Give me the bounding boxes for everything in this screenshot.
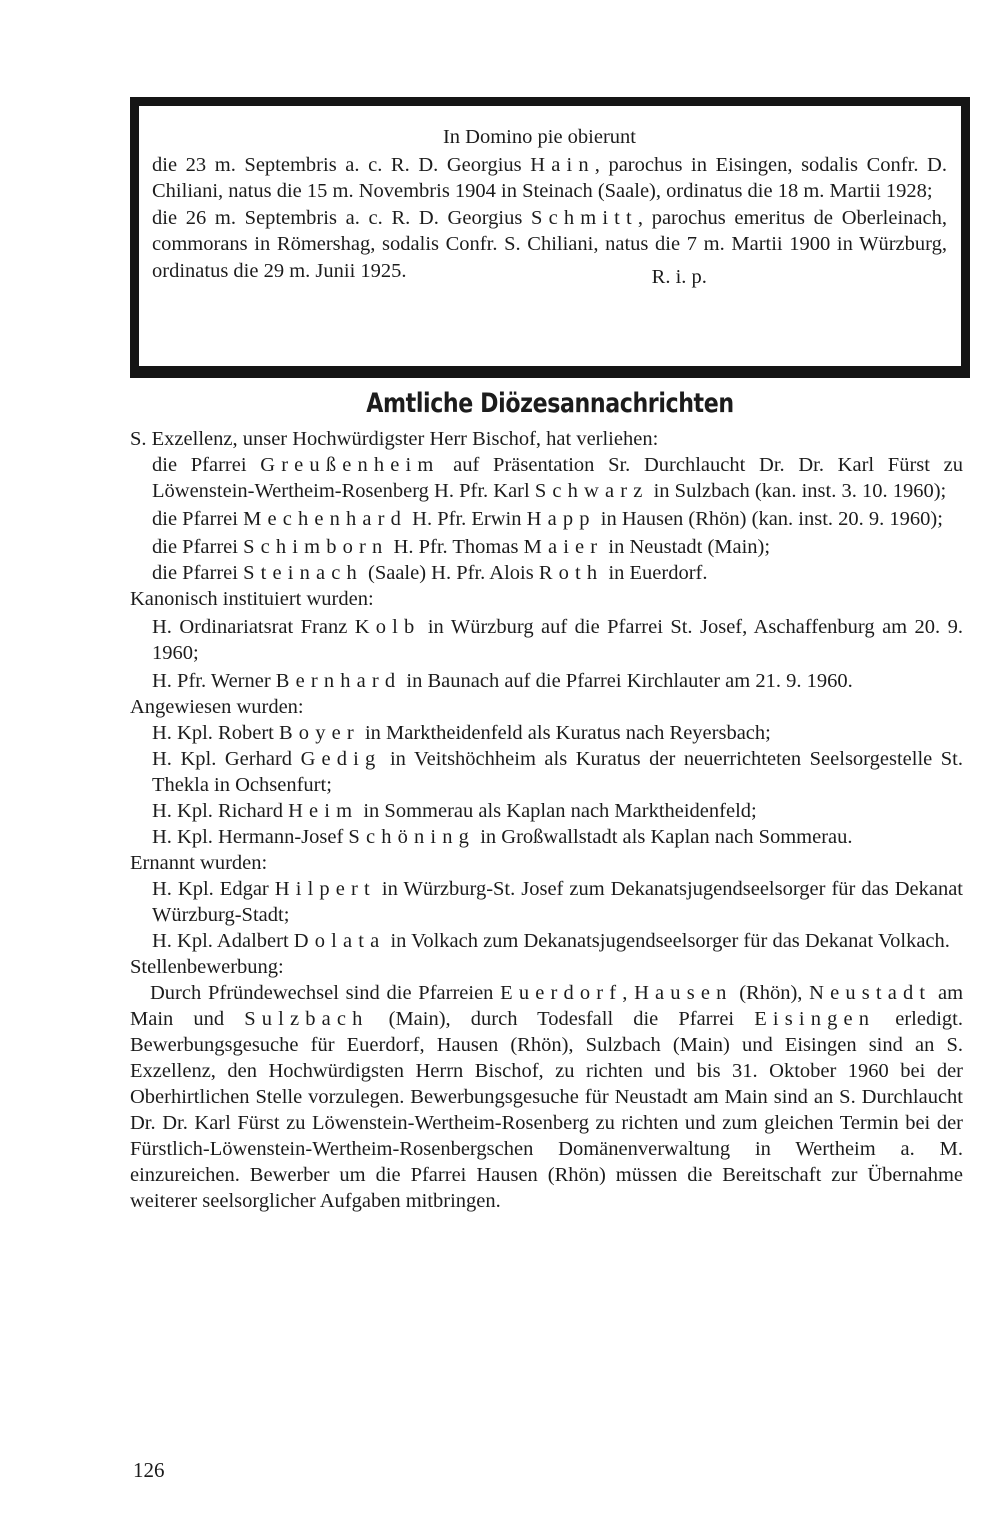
appointed-item: H. Kpl. Edgar Hilpert in Würzburg-St. Josef zum Dekanatsjugendseelsorger für das Dekanat Würzburg-Stadt;	[152, 878, 963, 926]
applications-text: Durch Pfründewechsel sind die Pfarreien Euerdorf, Hausen (Rhön), Neustadt am Main und Sulzbach (Main), durch Todesfall die Pfarrei Eisingen erledigt. Bewerbungsgesuche für Euerdorf, Hausen (Rhön), Sulzbach (Main) und Eisingen sind an S. Exzellenz, den Hochwürdigsten Herrn Bischof, zu richten und bis 31. Oktober 1960 bei der Oberhirtlichen Stelle vorzulegen. Bewerbungsgesuche für Neustadt am Main sind an S. Durchlaucht Dr. Dr. Karl Fürst zu Löwenstein-Wertheim-Rosenberg zu richten und zum gleichen Termin bei der Fürstlich-Löwenstein-Wertheim-Rosenbergschen Domänenverwaltung in Wertheim a. M. einzureichen. Bewerber um die Pfarrei Hausen (Rhön) müssen die Bereitschaft zur Übernahme weiterer seelsorglicher Aufgaben mitbringen.	[130, 982, 964, 1212]
obituary-box	[130, 97, 970, 378]
instituted-item: H. Ordinariatsrat Franz Kolb in Würzburg auf die Pfarrei St. Josef, Aschaffenburg am 20. 9. 1960;	[152, 616, 963, 664]
instituted-intro: Kanonisch instituiert wurden:	[130, 588, 374, 610]
rip-text: R. i. p.	[651, 265, 707, 288]
conferred-item: die Pfarrei Steinach (Saale) H. Pfr. Alois Roth in Euerdorf.	[152, 562, 708, 584]
obituary-heading: In Domino pie obierunt	[442, 126, 636, 148]
announcements	[130, 426, 963, 1214]
conferred-intro: S. Exzellenz, unser Hochwürdigster Herr Bischof, hat verliehen:	[130, 428, 659, 450]
section-title: Amtliche Diözesannachrichten	[366, 388, 734, 419]
assigned-item: H. Kpl. Hermann-Josef Schöning in Großwallstadt als Kaplan nach Sommerau.	[152, 826, 853, 848]
conferred-item: die Pfarrei Greußenheim auf Präsentation Sr. Durchlaucht Dr. Dr. Karl Fürst zu Löwenstein-Wertheim-Rosenberg H. Pfr. Karl Schwarz in Sulzbach (kan. inst. 3. 10. 1960);	[152, 454, 964, 502]
obituary-entry: die 23 m. Septembris a. c. R. D. Georgius Hain, parochus in Eisingen, sodalis Confr. D. Chiliani, natus die 15 m. Novembris 1904 in Steinach (Saale), ordinatus die 18 m. Martii 1928;	[152, 153, 947, 202]
page-number: 126	[133, 1458, 165, 1482]
appointed-item: H. Kpl. Adalbert Dolata in Volkach zum Dekanatsjugendseelsorger für das Dekanat Volkach.	[152, 930, 950, 952]
deceased-name: Hain	[530, 153, 595, 176]
instituted-item: H. Pfr. Werner Bernhard in Baunach auf die Pfarrei Kirchlauter am 21. 9. 1960.	[152, 670, 853, 692]
assigned-item: H. Kpl. Robert Boyer in Marktheidenfeld als Kuratus nach Reyersbach;	[152, 722, 771, 744]
deceased-name: Schmitt	[531, 206, 638, 229]
obituary-entry: die 26 m. Septembris a. c. R. D. Georgius Schmitt, parochus emeritus de Oberleinach, commorans in Römershag, sodalis Confr. S. Chiliani, natus die 7 m. Martii 1900 in Würzburg, ordinatus die 29 m. Junii 1925. R. i. p.	[152, 206, 947, 288]
assigned-item: H. Kpl. Gerhard Gedig in Veitshöchheim als Kuratus der neuerrichteten Seelsorgestelle St. Thekla in Ochsenfurt;	[152, 748, 963, 796]
assigned-intro: Angewiesen wurden:	[130, 696, 304, 718]
assigned-item: H. Kpl. Richard Heim in Sommerau als Kaplan nach Marktheidenfeld;	[152, 800, 757, 822]
appointed-intro: Ernannt wurden:	[130, 852, 268, 874]
applications-intro: Stellenbewerbung:	[130, 956, 284, 978]
conferred-item: die Pfarrei Schimborn H. Pfr. Thomas Maier in Neustadt (Main);	[152, 536, 771, 558]
conferred-item: die Pfarrei Mechenhard H. Pfr. Erwin Happ in Hausen (Rhön) (kan. inst. 20. 9. 1960);	[152, 508, 943, 530]
